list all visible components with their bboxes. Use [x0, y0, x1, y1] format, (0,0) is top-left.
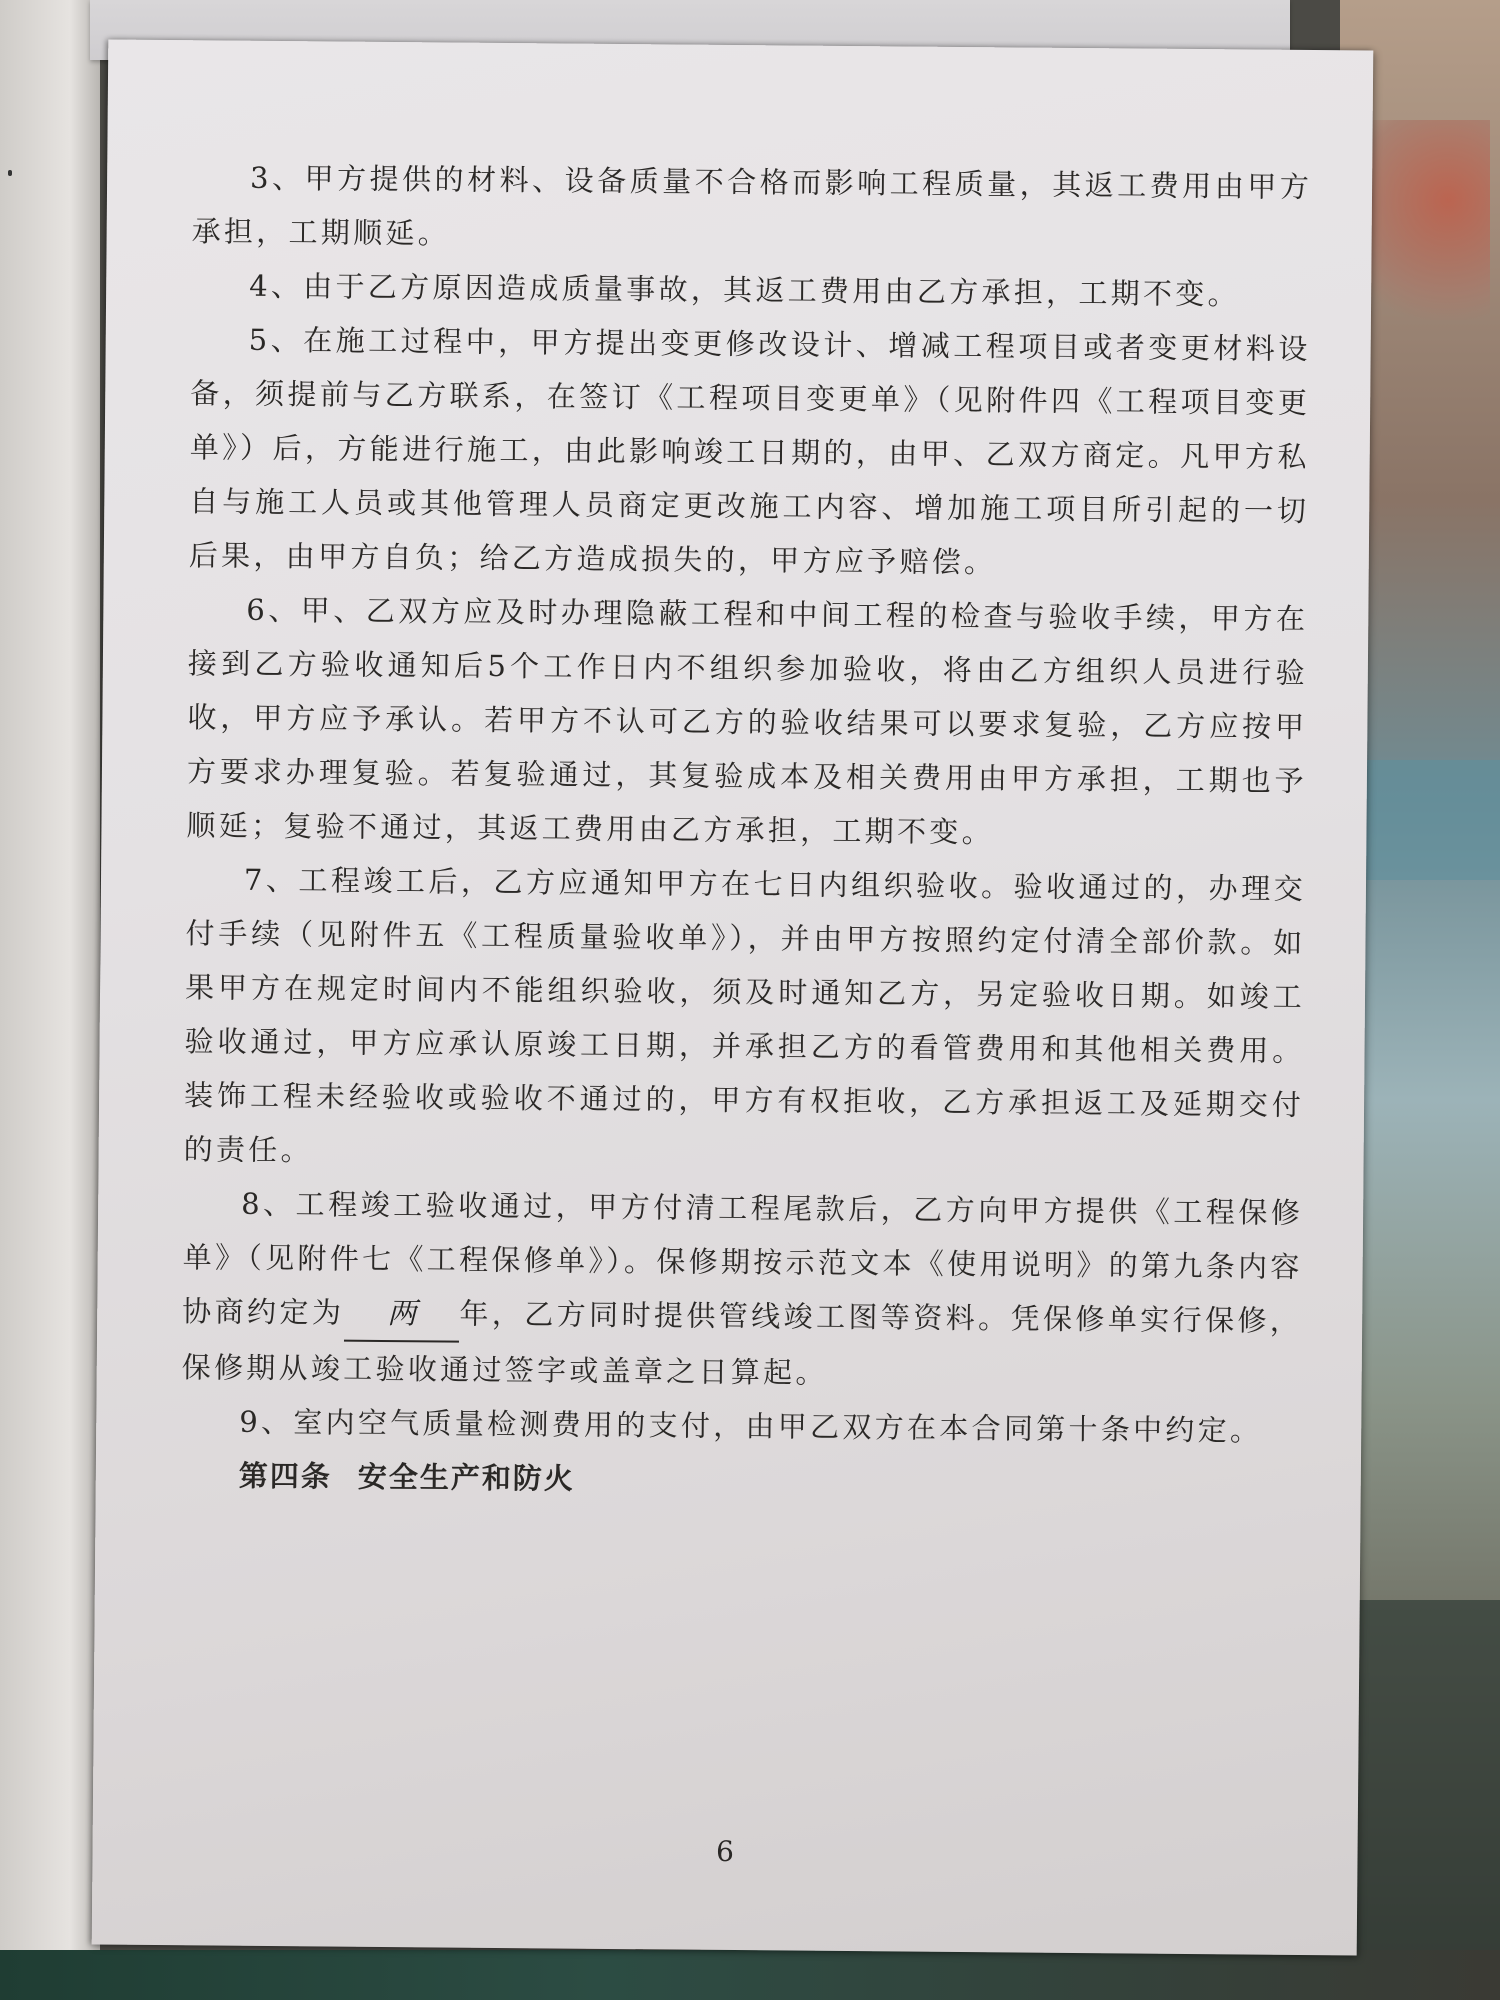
clause-9: 9、室内空气质量检测费用的支付，由甲乙双方在本合同第十条中约定。: [239, 1404, 1263, 1448]
clause-8-text-before: 8、工程竣工验收通过，甲方付清工程尾款后，乙方向甲方提供《工程保修单》（见附件七《工程保修单》）。保修期按示范文本《使用说明》的第九条内容协商约定为: [182, 1186, 1304, 1330]
clause-6: 6、甲、乙双方应及时办理隐蔽工程和中间工程的检查与验收手续，甲方在接到乙方验收通知后5个工作日内不组织参加验收，将由乙方组织人员进行验收，甲方应予承认。若甲方不认可乙方的验收结果可以要求复验，乙方应按甲方要求办理复验。若复验通过，其复验成本及相关费用由甲方承担，工期也予顺延；复验不通过，其返工费用由乙方承担，工期不变。: [186, 592, 1309, 850]
ink-dot: [8, 170, 12, 176]
table-surface: [0, 1950, 1500, 2000]
clause-7: 7、工程竣工后，乙方应通知甲方在七日内组织验收。验收通过的，办理交付手续（见附件五《工程质量验收单》），并由甲方按照约定付清全部价款。如果甲方在规定时间内不能组织验收，须及时通知乙方，另定验收日期。如竣工验收通过，甲方应承认原竣工日期，并承担乙方的看管费用和其他相关费用。装饰工程未经验收或验收不通过的，甲方有权拒收，乙方承担返工及延期交付的责任。: [183, 862, 1307, 1168]
section-heading: [181, 1448, 1301, 1512]
handwritten-years: 两: [387, 1296, 417, 1331]
clause-3: 3、甲方提供的材料、设备质量不合格而影响工程质量，其返工费用由甲方承担，工期顺延。: [191, 160, 1313, 251]
warranty-years-blank: [344, 1286, 459, 1343]
clause-5: 5、在施工过程中，甲方提出变更修改设计、增减工程项目或者变更材料设备，须提前与乙方联系，在签订《工程项目变更单》（见附件四《工程项目变更单》）后，方能进行施工，由此影响竣工日期的，由甲、乙双方商定。凡甲方私自与施工人员或其他管理人员商定更改施工内容、增加施工项目所引起的一切后果，由甲方自负；给乙方造成损失的，甲方应予赔偿。: [188, 322, 1311, 580]
contract-body: [181, 150, 1313, 1512]
clause-8-text-after: 年，乙方同时提供管线竣工图等资料。凭保修单实行保修，保修期从竣工验收通过签字或盖章之日算起。: [181, 1296, 1303, 1390]
clause-8: [182, 1176, 1304, 1404]
facing-page-edge: [0, 0, 100, 2000]
contract-page: [92, 40, 1374, 1956]
section-title: 安全生产和防火: [357, 1459, 575, 1496]
section-number: 第四条: [238, 1458, 332, 1494]
clause-4: 4、由于乙方原因造成质量事故，其返工费用由乙方承担，工期不变。: [249, 268, 1241, 312]
page-number: 6: [715, 1834, 735, 1869]
